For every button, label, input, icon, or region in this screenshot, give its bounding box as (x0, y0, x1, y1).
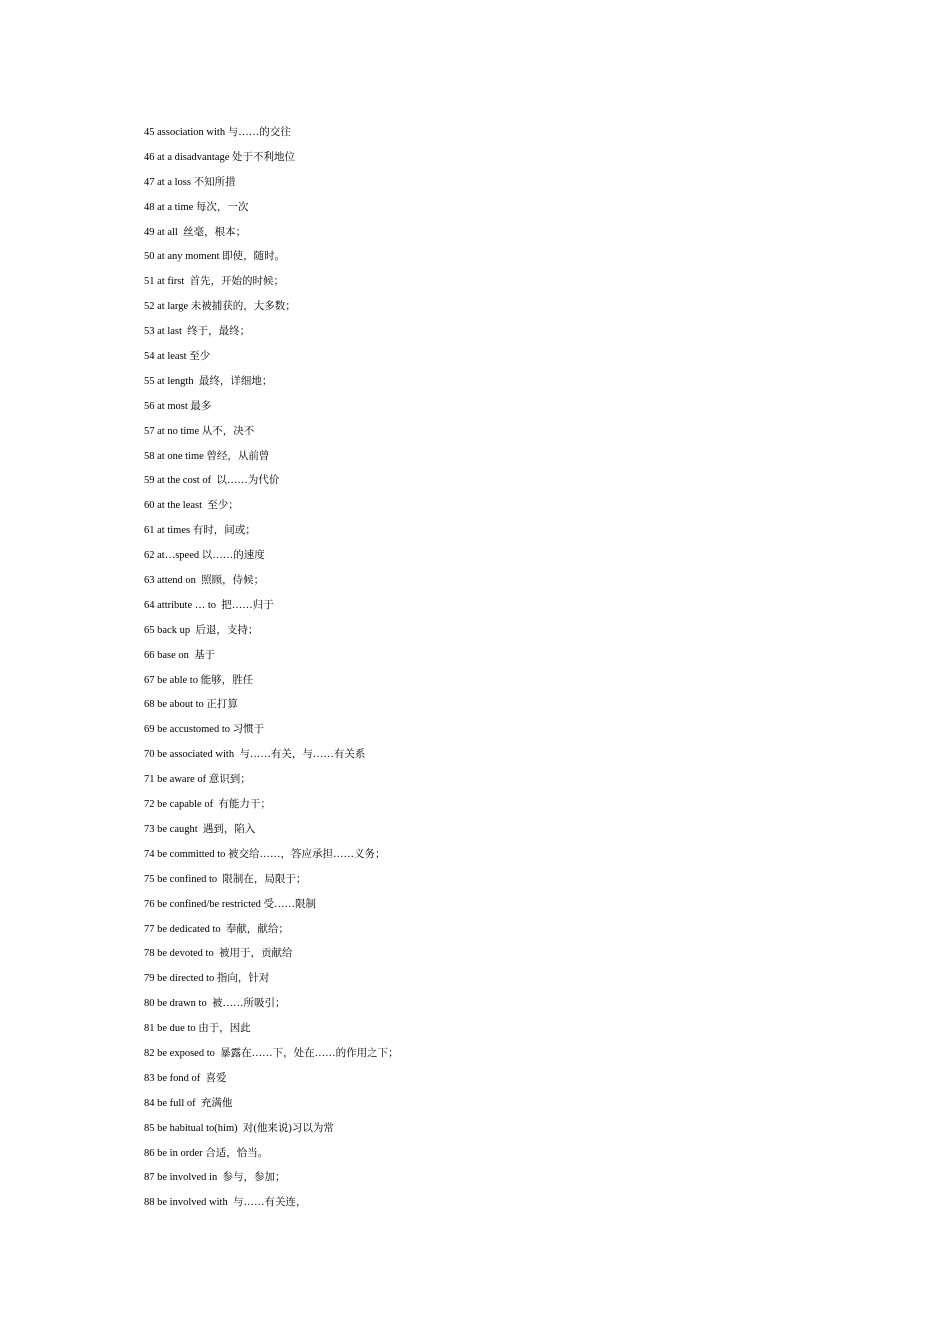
phrase-entry: 65 back up 后退，支持； (144, 624, 259, 636)
phrase-entry: 49 at all 丝毫，根本； (144, 226, 247, 238)
phrase-entry: 50 at any moment 即使，随时。 (144, 251, 286, 263)
phrase-entry: 79 be directed to 指向，针对 (144, 973, 270, 985)
phrase-entry: 60 at the least 至少； (144, 500, 239, 512)
phrase-entry: 63 attend on 照顾，侍候； (144, 575, 265, 587)
phrase-entry: 66 base on 基于 (144, 649, 216, 661)
phrase-entry: 53 at last 终于，最终； (144, 326, 251, 338)
phrase-entry: 45 association with 与……的交往 (144, 127, 291, 138)
phrase-entry: 57 at no time 从不，决不 (144, 425, 255, 437)
phrase-entry: 62 at…speed 以……的速度 (144, 550, 265, 562)
phrase-entry: 88 be involved with 与……有关连， (144, 1197, 307, 1209)
phrase-entry: 71 be aware of 意识到； (144, 774, 251, 786)
phrase-entry: 68 be about to 正打算 (144, 699, 238, 711)
phrase-entry: 51 at first 首先，开始的时候； (144, 276, 284, 288)
phrase-entry: 87 be involved in 参与，参加； (144, 1172, 286, 1184)
phrase-entry: 54 at least 至少 (144, 351, 211, 363)
phrase-entry: 83 be fond of 喜爱 (144, 1072, 227, 1084)
phrase-entry: 47 at a loss 不知所措 (144, 176, 236, 188)
phrase-entry: 85 be habitual to(him) 对(他来说)习以为常 (144, 1122, 334, 1134)
phrase-entry: 67 be able to 能够，胜任 (144, 674, 254, 686)
phrase-entry: 86 be in order 合适，恰当。 (144, 1147, 269, 1159)
phrase-entry: 58 at one time 曾经，从前曾 (144, 450, 270, 462)
phrase-entry: 81 be due to 由于，因此 (144, 1023, 251, 1035)
phrase-entry: 78 be devoted to 被用于，贡献给 (144, 948, 293, 960)
phrase-entry: 48 at a time 每次，一次 (144, 201, 249, 213)
phrase-entry: 56 at most 最多 (144, 400, 212, 412)
phrase-entry: 70 be associated with 与……有关，与……有关系 (144, 749, 366, 761)
phrase-list (144, 124, 399, 1219)
phrase-entry: 77 be dedicated to 奉献，献给； (144, 923, 289, 935)
phrase-entry: 73 be caught 遇到，陷入 (144, 823, 256, 835)
phrase-entry: 69 be accustomed to 习惯于 (144, 724, 265, 736)
phrase-entry: 46 at a disadvantage 处于不利地位 (144, 151, 296, 163)
phrase-entry: 84 be full of 充满他 (144, 1097, 233, 1109)
phrase-entry: 64 attribute … to 把……归于 (144, 599, 274, 611)
phrase-entry: 52 at large 未被捕获的，大多数； (144, 301, 296, 313)
phrase-entry: 82 be exposed to 暴露在……下，处在……的作用之下； (144, 1047, 399, 1059)
phrase-entry: 75 be confined to 限制在，局限于； (144, 873, 307, 885)
phrase-entry: 76 be confined/be restricted 受……限制 (144, 898, 317, 910)
phrase-entry: 72 be capable of 有能力干； (144, 799, 271, 811)
phrase-entry: 74 be committed to 被交给……，答应承担……义务； (144, 848, 386, 860)
phrase-entry: 61 at times 有时，间或； (144, 525, 256, 537)
phrase-entry: 59 at the cost of 以……为代价 (144, 475, 280, 487)
phrase-entry: 80 be drawn to 被……所吸引； (144, 998, 286, 1010)
phrase-entry: 55 at length 最终，详细地； (144, 375, 273, 387)
